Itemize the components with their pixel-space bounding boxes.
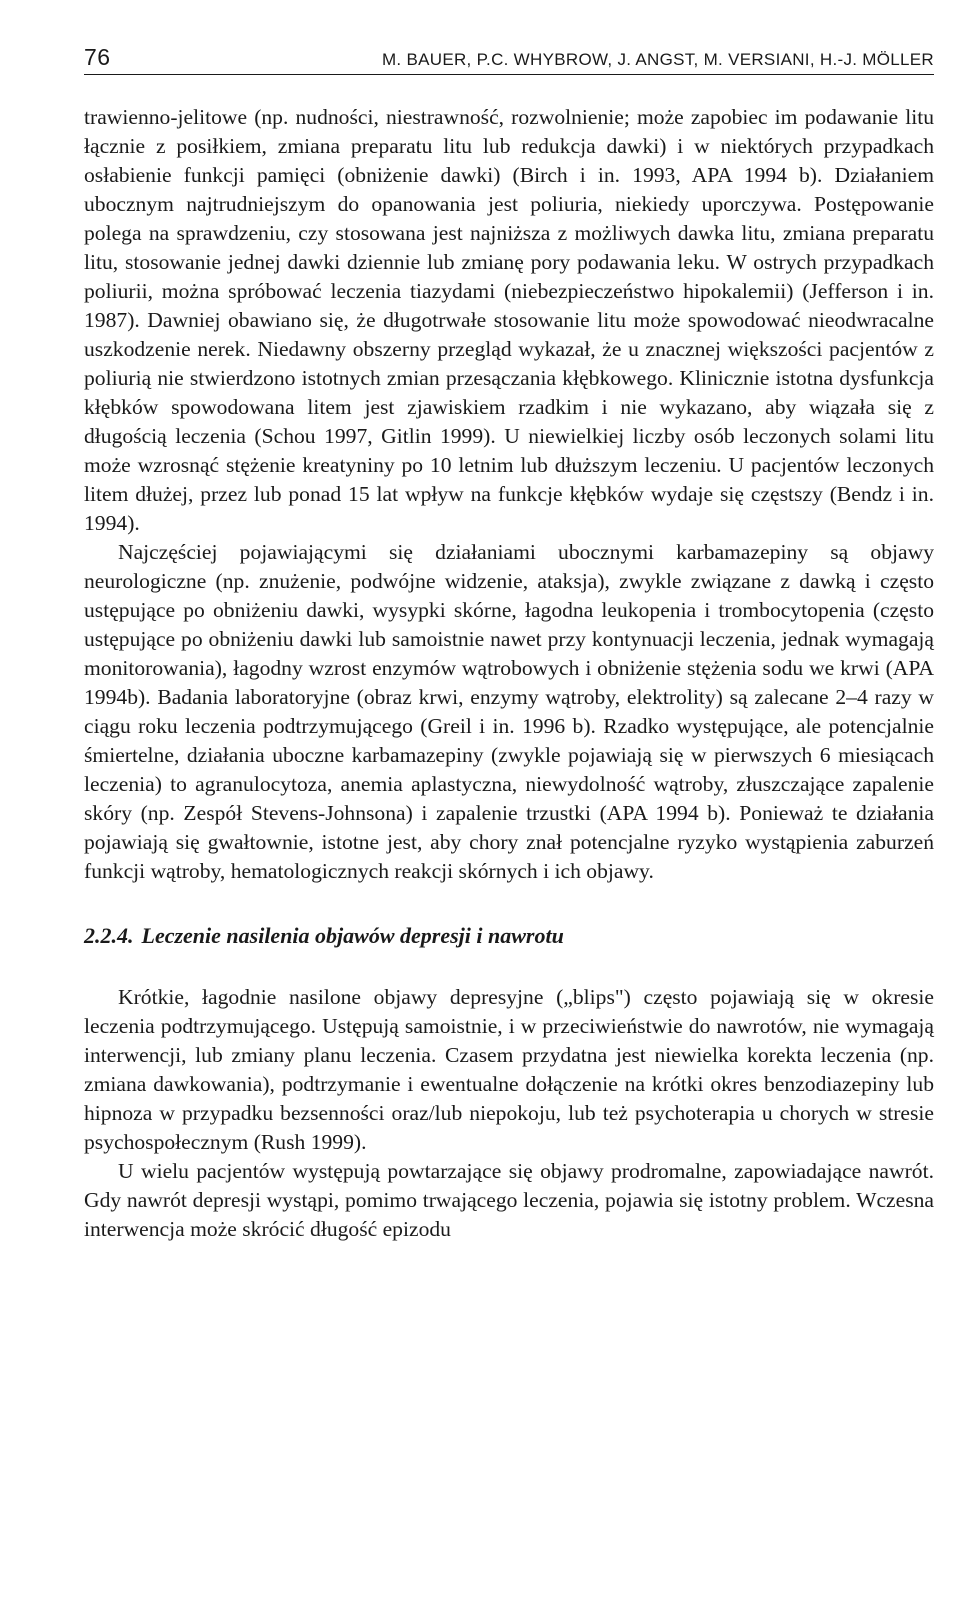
- running-header: [84, 44, 934, 75]
- document-page: [84, 44, 934, 1244]
- paragraph-lithium-side-effects: trawienno-jelitowe (np. nudności, niestrawność, rozwolnienie; może zapobiec im podawanie litu łącznie z posiłkiem, zmiana preparatu litu lub redukcja dawki) i w niektórych przypadkach osłabienie funkcji pamięci (obniżenie dawki) (Birch i in. 1993, APA 1994 b). Działaniem ubocznym najtrudniejszym do opanowania jest poliuria, niekiedy uporczywa. Postępowanie polega na sprawdzeniu, czy stosowana jest najniższa z możliwych dawka litu, zmiana preparatu litu, stosowanie jednej dawki dziennie lub zmianę pory podawania leku. W ostrych przypadkach poliurii, można spróbować leczenia tiazydami (niebezpieczeństwo hipokalemii) (Jefferson i in. 1987). Dawniej obawiano się, że długotrwałe stosowanie litu może spowodować nieodwracalne uszkodzenie nerek. Niedawny obszerny przegląd wykazał, że u znacznej większości pacjentów z poliurią nie stwierdzono istotnych zmian przesączania kłębkowego. Klinicznie istotna dysfunkcja kłębków spowodowana litem jest zjawiskiem rzadkim i nie wykazano, aby wiązała się z długością leczenia (Schou 1997, Gitlin 1999). U niewielkiej liczby osób leczonych solami litu może wzrosnąć stężenie kreatyniny po 10 letnim lub dłuższym leczeniu. U pacjentów leczonych litem dłużej, przez lub ponad 15 lat wpływ na funkcje kłębków wydaje się częstszy (Bendz i in. 1994).: [84, 105, 934, 535]
- body-text: [84, 103, 934, 1244]
- header-authors: M. BAUER, P.C. WHYBROW, J. ANGST, M. VERSIANI, H.-J. MÖLLER: [381, 50, 934, 69]
- page-number: 76: [84, 44, 111, 70]
- section-number: 2.2.4.: [84, 923, 134, 948]
- paragraph-carbamazepine-side-effects: Najczęściej pojawiającymi się działaniami ubocznymi karbamazepiny są objawy neurologiczne (np. znużenie, podwójne widzenie, ataksja), zwykle związane z dawką i często ustępujące po obniżeniu dawki, wysypki skórne, łagodna leukopenia i trombocytopenia (często ustępujące po obniżeniu dawki lub samoistnie nawet przy kontynuacji leczenia, jednak wymagają monitorowania), łagodny wzrost enzymów wątrobowych i obniżenie stężenia sodu we krwi (APA 1994b). Badania laboratoryjne (obraz krwi, enzymy wątroby, elektrolity) są zalecane 2–4 razy w ciągu roku leczenia podtrzymującego (Greil i in. 1996 b). Rzadko występujące, ale potencjalnie śmiertelne, działania uboczne karbamazepiny (zwykle pojawiają się w pierwszych 6 miesiącach leczenia) to agranulocytoza, anemia aplastyczna, niewydolność wątroby, złuszczające zapalenie skóry (np. Zespół Stevens-Johnsona) i zapalenie trzustki (APA 1994 b). Ponieważ te działania pojawiają się gwałtownie, istotne jest, aby chory znał potencjalne ryzyko wystąpienia zaburzeń funkcji wątroby, hematologicznych reakcji skórnych i ich objawy.: [84, 540, 934, 883]
- paragraph-blips: Krótkie, łagodnie nasilone objawy depresyjne („blips") często pojawiają się w okresie leczenia podtrzymującego. Ustępują samoistnie, i w przeciwieństwie do nawrotów, nie wymagają interwencji, lub zmiany planu leczenia. Czasem przydatna jest niewielka korekta leczenia (np. zmiana dawkowania), podtrzymanie i ewentualne dołączenie na krótki okres benzodiazepiny lub hipnoza w przypadku bezsenności oraz/lub niepokoju, lub też psychoterapia u chorych w stresie psychospołecznym (Rush 1999).: [84, 985, 934, 1154]
- section-title: Leczenie nasilenia objawów depresji i nawrotu: [141, 923, 564, 948]
- paragraph-prodromal-symptoms: U wielu pacjentów występują powtarzające się objawy prodromalne, zapowiadające nawrót. Gdy nawrót depresji wystąpi, pomimo trwającego leczenia, pojawia się istotny problem. Wczesna interwencja może skrócić długość epizodu: [84, 1159, 934, 1241]
- section-heading: [84, 921, 934, 950]
